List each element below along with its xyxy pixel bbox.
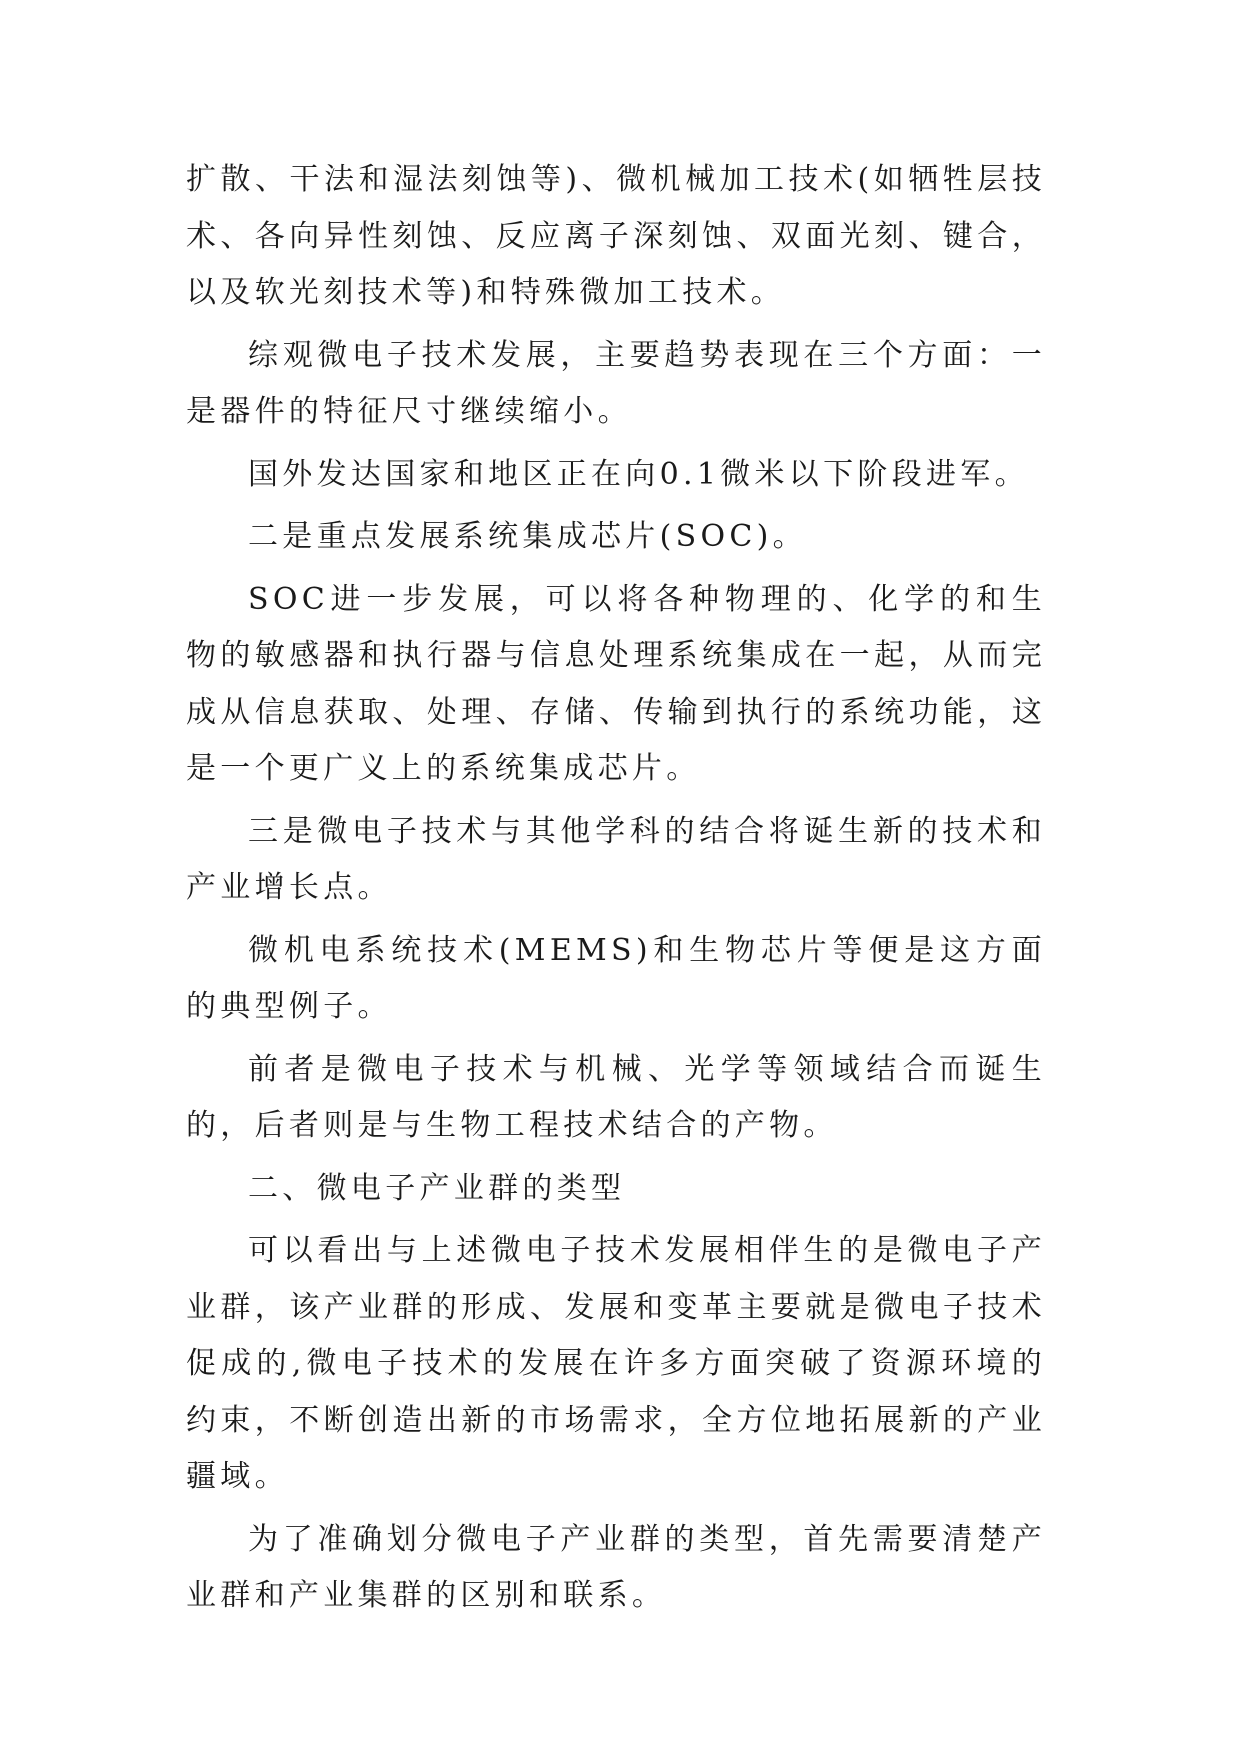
paragraph-10: 可以看出与上述微电子技术发展相伴生的是微电子产业群，该产业群的形成、发展和变革主要就是微电子技术促成的,微电子技术的发展在许多方面突破了资源环境的约束，不断创造出新的市场需求，全方位地拓展新的产业疆域。	[186, 1233, 1046, 1494]
paragraph-2: 综观微电子技术发展，主要趋势表现在三个方面：一是器件的特征尺寸继续缩小。	[186, 337, 1046, 429]
paragraph-1: 扩散、干法和湿法刻蚀等)、微机械加工技术(如牺牲层技术、各向异性刻蚀、反应离子深刻蚀、双面光刻、键合，以及软光刻技术等)和特殊微加工技术。	[186, 162, 1046, 310]
paragraph-3: 国外发达国家和地区正在向0.1微米以下阶段进军。	[248, 456, 1029, 492]
paragraph-6: 三是微电子技术与其他学科的结合将诞生新的技术和产业增长点。	[186, 813, 1046, 905]
document-body	[186, 152, 1046, 1631]
paragraph-7: 微机电系统技术(MEMS)和生物芯片等便是这方面的典型例子。	[186, 932, 1046, 1024]
paragraph-11: 为了准确划分微电子产业群的类型，首先需要清楚产业群和产业集群的区别和联系。	[186, 1521, 1046, 1613]
section-heading: 二、微电子产业群的类型	[248, 1170, 626, 1206]
paragraph-8: 前者是微电子技术与机械、光学等领域结合而诞生的，后者则是与生物工程技术结合的产物。	[186, 1051, 1046, 1143]
paragraph-4: 二是重点发展系统集成芯片(SOC)。	[248, 519, 807, 554]
paragraph-5: SOC进一步发展，可以将各种物理的、化学的和生物的敏感器和执行器与信息处理系统集成在一起，从而完成从信息获取、处理、存储、传输到执行的系统功能，这是一个更广义上的系统集成芯片。	[186, 581, 1046, 786]
